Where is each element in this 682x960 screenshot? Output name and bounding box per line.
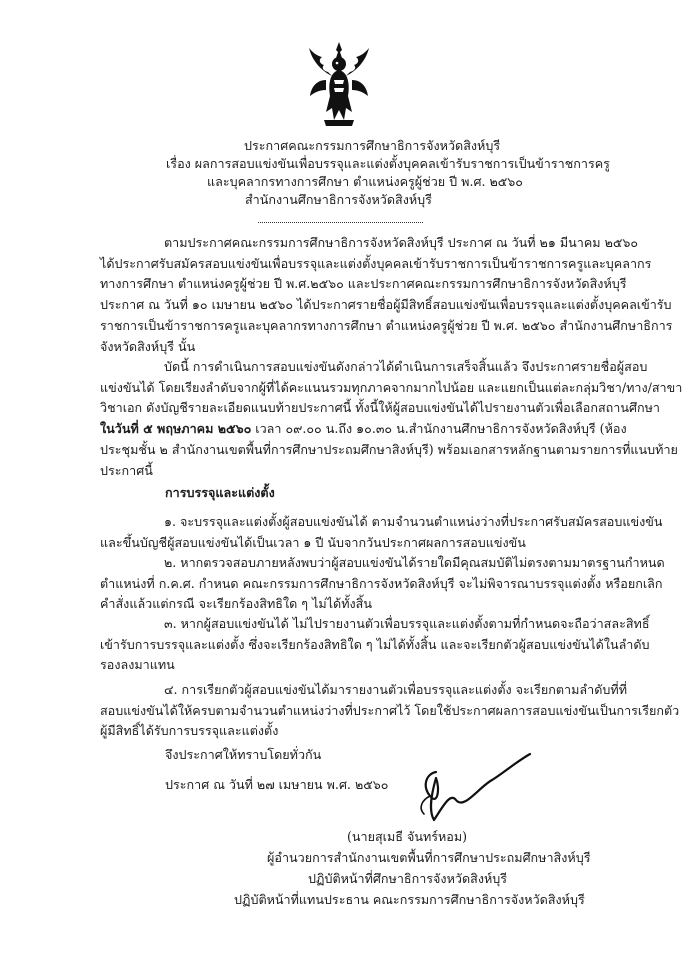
- text-line: ประกาศ ณ วันที่ ๑๐ เมษายน ๒๕๖๐ ได้ประกาศรายชื่อผู้มีสิทธิ์สอบแข่งขันเพื่อบรรจุและแต่งตั้งบุคคลเข้ารับ: [100, 297, 672, 313]
- item-4: [100, 680, 680, 742]
- item-3: [100, 614, 650, 676]
- text-line: รองลงมาแทน: [100, 657, 175, 673]
- text-line: วิชาเอก ดังบัญชีรายละเอียดแนบท้ายประกาศนี้ ทั้งนี้ให้ผู้สอบแข่งขันได้ไปรายงานตัวเพื่อเลือกสถานศึกษา: [100, 400, 660, 416]
- text-line: ได้ประกาศรับสมัครสอบแข่งขันเพื่อบรรจุและแต่งตั้งบุคคลเข้ารับราชการเป็นข้าราชการครูและบุคลากร: [100, 255, 652, 271]
- section-title: การบรรจุและแต่งตั้ง: [165, 485, 275, 500]
- report-date: ในวันที่ ๕ พฤษภาคม ๒๕๖๐: [100, 421, 252, 437]
- announcement-subject-cont: และบุคลากรทางการศึกษา ตำแหน่งครูผู้ช่วย ปี พ.ศ. ๒๕๖๐: [207, 174, 523, 189]
- text-line: และขึ้นบัญชีผู้สอบแข่งขันได้เป็นเวลา ๑ ปี นับจากวันประกาศผลการสอบแข่งขัน: [100, 534, 526, 550]
- text-line: แข่งขันได้ โดยเรียงลำดับจากผู้ที่ได้คะแนนรวมทุกภาคจากมากไปน้อย และแยกเป็นแต่ละกลุ่มวิชา/ทาง/สาขา: [100, 379, 682, 395]
- signature-icon: [392, 752, 542, 824]
- text-line: เข้ารับการบรรจุและแต่งตั้ง ซึ่งจะเรียกร้องสิทธิใด ๆ ไม่ได้ทั้งสิ้น และจะเรียกตัวผู้สอบแข่งขันได้ในลำดับ: [100, 636, 650, 652]
- text-line: ๑. จะบรรจุและแต่งตั้งผู้สอบแข่งขันได้ ตามจำนวนตำแหน่งว่างที่ประกาศรับสมัครสอบแข่งขัน: [164, 514, 663, 529]
- text-line: ๒. หากตรวจสอบภายหลังพบว่าผู้สอบแข่งขันได้รายใดมีคุณสมบัติไม่ตรงตามมาตรฐานกำหนด: [164, 555, 665, 570]
- text-line: เวลา ๐๙.๐๐ น.ถึง ๑๐.๓๐ น.สำนักงานศึกษาธิการจังหวัดสิงห์บุรี (ห้อง: [251, 421, 627, 437]
- text-line: ราชการเป็นข้าราชการครูและบุคลากรทางการศึกษา ตำแหน่งครูผู้ช่วย ปี พ.ศ. ๒๕๖๐ สำนักงานศึกษาธิการ: [100, 317, 673, 333]
- text-line: คำสั่งแล้วแต่กรณี จะเรียกร้องสิทธิใด ๆ ไม่ได้ทั้งสิ้น: [100, 596, 372, 612]
- text-line: ประกาศนี้: [100, 462, 153, 478]
- text-line: บัดนี้ การดำเนินการสอบแข่งขันดังกล่าวได้ดำเนินการเสร็จสิ้นแล้ว จึงประกาศรายชื่อผู้สอบ: [164, 359, 648, 374]
- paragraph-background: [100, 233, 673, 357]
- text-line: ผู้มีสิทธิ์ได้รับการบรรจุและแต่งตั้ง: [100, 723, 279, 739]
- text-line: ๔. การเรียกตัวผู้สอบแข่งขันได้มารายงานตัวเพื่อบรรจุและแต่งตั้ง จะเรียกตามลำดับที่ที่: [164, 682, 627, 697]
- closing-announce: จึงประกาศให้ทราบโดยทั่วกัน: [165, 747, 322, 762]
- announcement-subject: เรื่อง ผลการสอบแข่งขันเพื่อบรรจุและแต่งตั้งบุคคลเข้ารับราชการเป็นข้าราชการครู: [166, 156, 610, 171]
- item-2: [100, 553, 665, 615]
- signer-name: (นายสุเมธี จันทร์หอม): [347, 829, 468, 844]
- header-divider: [258, 222, 423, 223]
- issuing-office: สำนักงานศึกษาธิการจังหวัดสิงห์บุรี: [245, 192, 432, 207]
- text-line: ประชุมชั้น ๒ สำนักงานเขตพื้นที่การศึกษาประถมศึกษาสิงห์บุรี) พร้อมเอกสารหลักฐานตามรายการที่แนบท้าย: [100, 441, 678, 457]
- text-line: จังหวัดสิงห์บุรี นั้น: [100, 338, 196, 354]
- signer-title-2: ปฏิบัติหน้าที่ศึกษาธิการจังหวัดสิงห์บุรี: [308, 871, 508, 886]
- text-line: ๓. หากผู้สอบแข่งขันได้ ไม่ไปรายงานตัวเพื่อบรรจุและแต่งตั้งตามที่กำหนดจะถือว่าสละสิทธิ์: [164, 616, 650, 631]
- text-line: สอบแข่งขันได้ให้ครบตามจำนวนตำแหน่งว่างที่ประกาศไว้ โดยใช้ประกาศผลการสอบแข่งขันเป็นการเรียกตัว: [100, 702, 680, 718]
- text-line: ทางการศึกษา ตำแหน่งครูผู้ช่วย ปี พ.ศ.๒๕๖๐ และประกาศคณะกรรมการศึกษาธิการจังหวัดสิงห์บุรี: [100, 276, 627, 292]
- item-1: [100, 512, 663, 553]
- signer-title-1: ผู้อำนวยการสำนักงานเขตพื้นที่การศึกษาประถมศึกษาสิงห์บุรี: [267, 850, 591, 865]
- announcement-date: ประกาศ ณ วันที่ ๒๗ เมษายน พ.ศ. ๒๕๖๐: [165, 777, 389, 792]
- garuda-emblem-icon: [306, 40, 372, 128]
- paragraph-results: [100, 357, 682, 481]
- announcement-title: ประกาศคณะกรรมการศึกษาธิการจังหวัดสิงห์บุรี: [244, 138, 501, 153]
- signer-title-3: ปฏิบัติหน้าที่แทนประธาน คณะกรรมการศึกษาธิการจังหวัดสิงห์บุรี: [234, 892, 585, 907]
- text-line: ตำแหน่งที่ ก.ค.ศ. กำหนด คณะกรรมการศึกษาธิการจังหวัดสิงห์บุรี จะไม่พิจารณาบรรจุแต่งตั้ง หรือยกเลิก: [100, 575, 663, 591]
- text-line: ตามประกาศคณะกรรมการศึกษาธิการจังหวัดสิงห์บุรี ประกาศ ณ วันที่ ๒๑ มีนาคม ๒๕๖๐: [164, 235, 639, 250]
